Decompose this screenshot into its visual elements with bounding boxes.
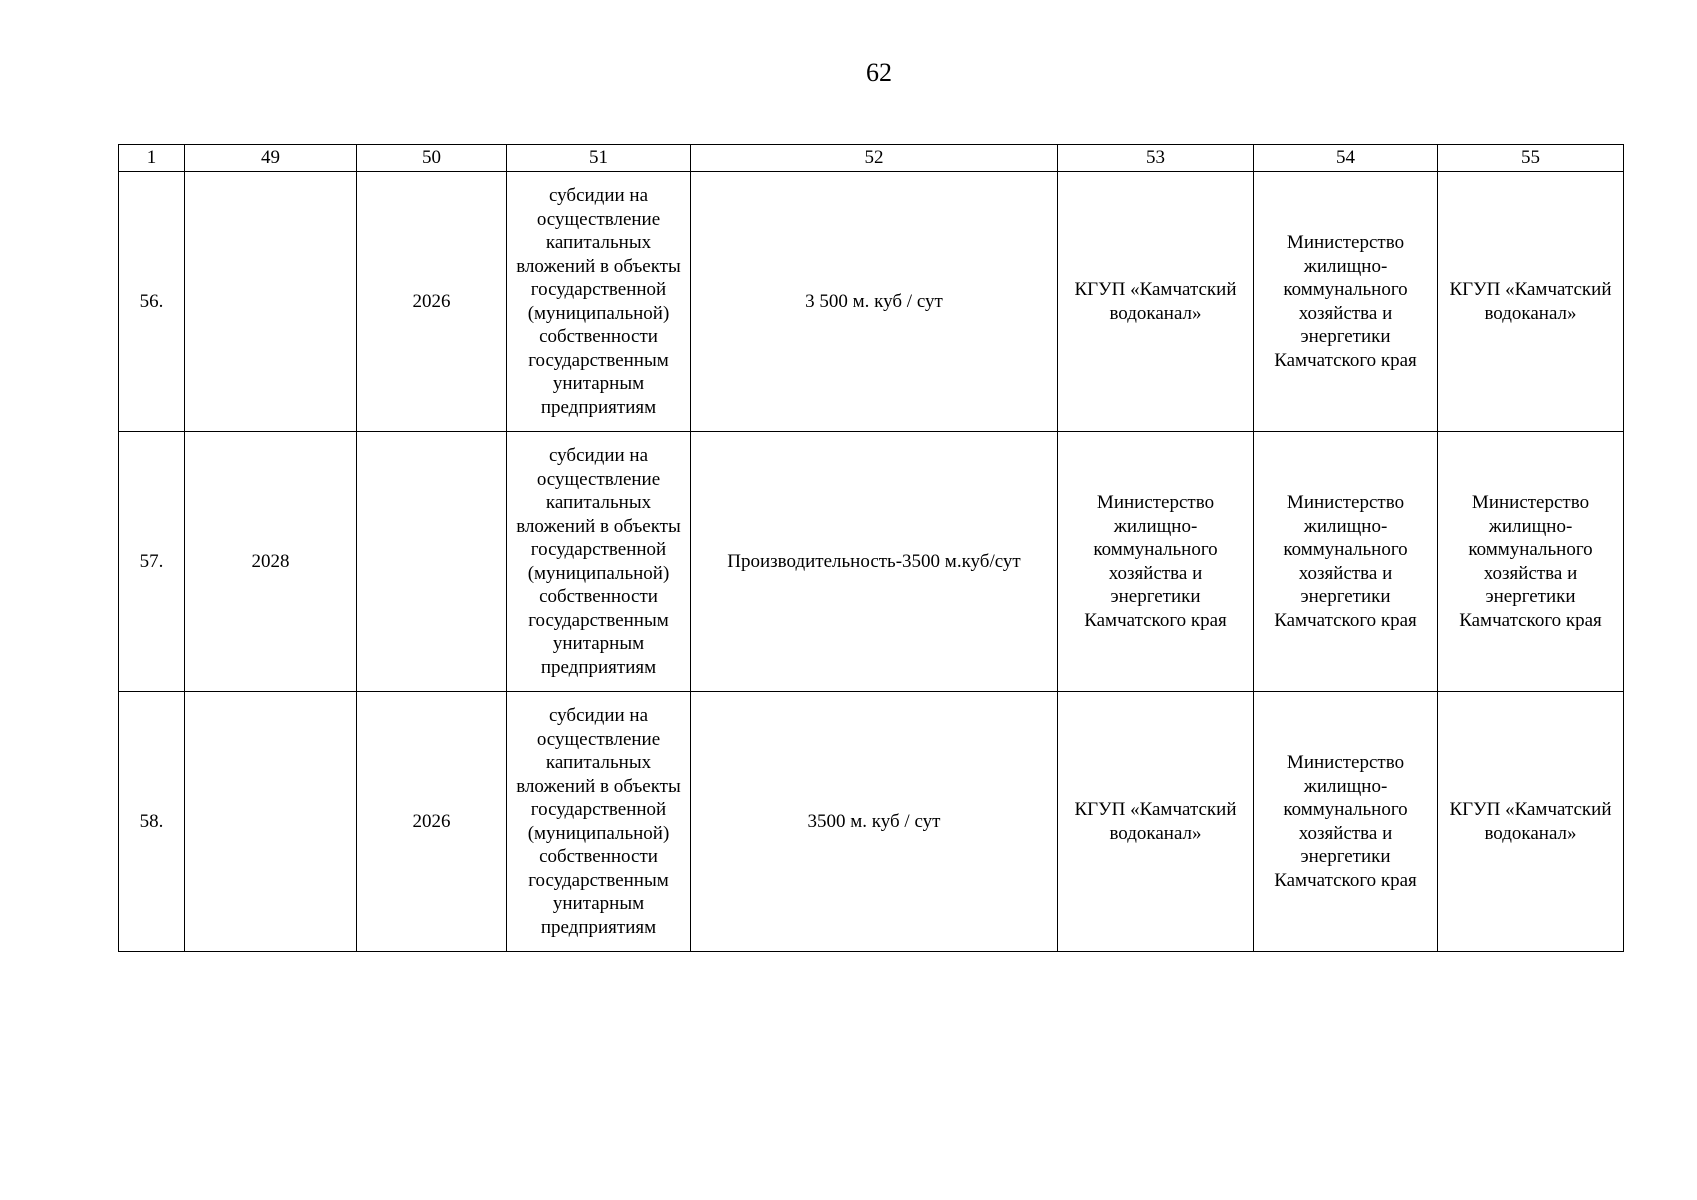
- column-header: 52: [691, 145, 1058, 172]
- table-row: [119, 692, 1624, 952]
- organization-cell: КГУП «Камчатский водоканал»: [1438, 172, 1624, 432]
- column-header: 1: [119, 145, 185, 172]
- organization-cell: КГУП «Камчатский водоканал»: [1438, 692, 1624, 952]
- row-number-cell: 58.: [119, 692, 185, 952]
- column-header: 55: [1438, 145, 1624, 172]
- funding-type-cell: субсидии на осуществление капитальных вложений в объекты государственной (муниципальной) собственности государственным унитарным предприятиям: [507, 432, 691, 692]
- organization-cell: КГУП «Камчатский водоканал»: [1058, 172, 1254, 432]
- capacity-cell: Производительность-3500 м.куб/сут: [691, 432, 1058, 692]
- organization-cell: КГУП «Камчатский водоканал»: [1058, 692, 1254, 952]
- year-cell: [357, 432, 507, 692]
- year-cell: [185, 172, 357, 432]
- table-row: [119, 172, 1624, 432]
- year-cell: 2028: [185, 432, 357, 692]
- column-header: 51: [507, 145, 691, 172]
- column-header: 50: [357, 145, 507, 172]
- column-header: 54: [1254, 145, 1438, 172]
- year-cell: 2026: [357, 692, 507, 952]
- header-row: [119, 145, 1624, 172]
- organization-cell: Министерство жилищно- коммунального хозяйства и энергетики Камчатского края: [1254, 432, 1438, 692]
- row-number-cell: 57.: [119, 432, 185, 692]
- page-number: 62: [866, 58, 892, 87]
- capacity-cell: 3 500 м. куб / сут: [691, 172, 1058, 432]
- year-cell: [185, 692, 357, 952]
- organization-cell: Министерство жилищно- коммунального хозяйства и энергетики Камчатского края: [1254, 172, 1438, 432]
- column-header: 49: [185, 145, 357, 172]
- organization-cell: Министерство жилищно- коммунального хозяйства и энергетики Камчатского края: [1254, 692, 1438, 952]
- row-number-cell: 56.: [119, 172, 185, 432]
- data-table: [118, 144, 1624, 952]
- organization-cell: Министерство жилищно- коммунального хозяйства и энергетики Камчатского края: [1438, 432, 1624, 692]
- funding-type-cell: субсидии на осуществление капитальных вложений в объекты государственной (муниципальной) собственности государственным унитарным предприятиям: [507, 172, 691, 432]
- capacity-cell: 3500 м. куб / сут: [691, 692, 1058, 952]
- funding-type-cell: субсидии на осуществление капитальных вложений в объекты государственной (муниципальной) собственности государственным унитарным предприятиям: [507, 692, 691, 952]
- table-row: [119, 432, 1624, 692]
- organization-cell: Министерство жилищно- коммунального хозяйства и энергетики Камчатского края: [1058, 432, 1254, 692]
- year-cell: 2026: [357, 172, 507, 432]
- column-header: 53: [1058, 145, 1254, 172]
